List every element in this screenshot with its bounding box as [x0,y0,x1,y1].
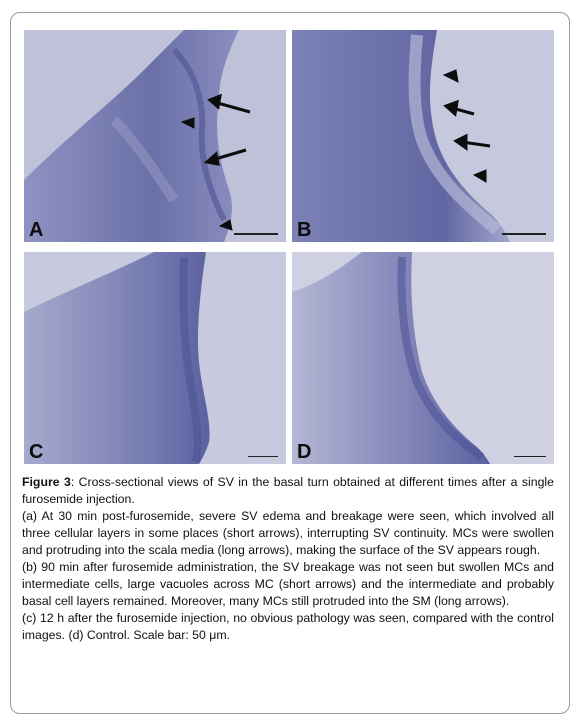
scale-bar [514,456,546,457]
caption-paragraph-b: (b) 90 min after furosemide administration, the SV breakage was not seen but swollen MCs and intermediate cells, large vacuoles across MC (short arrows) and the intermediate and probably basal cell layers remained. Moreover, many MCs still protruded into the SM (long arrows). [22,560,554,608]
panel-label-d: D [297,441,312,463]
micrograph-panel-a [24,30,286,242]
caption-paragraph-a: (a) At 30 min post-furosemide, severe SV edema and breakage were seen, which involved all three cellular layers in some places (short arrows), interrupting SV continuity. MCs were swollen and protruding into the scala media (long arrows), making the surface of the SV appears rough. [22,509,554,557]
scale-bar [502,233,546,235]
arrows-overlay-b [292,30,554,242]
micrograph-panel-b [292,30,554,242]
panel-label-b: B [297,219,312,241]
scale-bar [234,233,278,235]
panel-label-a: A [29,219,44,241]
panel-label-c: C [29,441,44,463]
micrograph-panel-d [292,252,554,464]
arrows-overlay-a [24,30,286,242]
scale-bar [248,456,278,457]
micrograph-panel-c [24,252,286,464]
caption-lead: : Cross-sectional views of SV in the basal turn obtained at different times after a single furosemide injection. [22,475,554,506]
figure-caption [22,474,554,644]
caption-paragraph-c: (c) 12 h after the furosemide injection, no obvious pathology was seen, compared with the control images. (d) Control. Scale bar: 50 μm. [22,611,554,642]
caption-title: Figure 3 [22,475,71,489]
